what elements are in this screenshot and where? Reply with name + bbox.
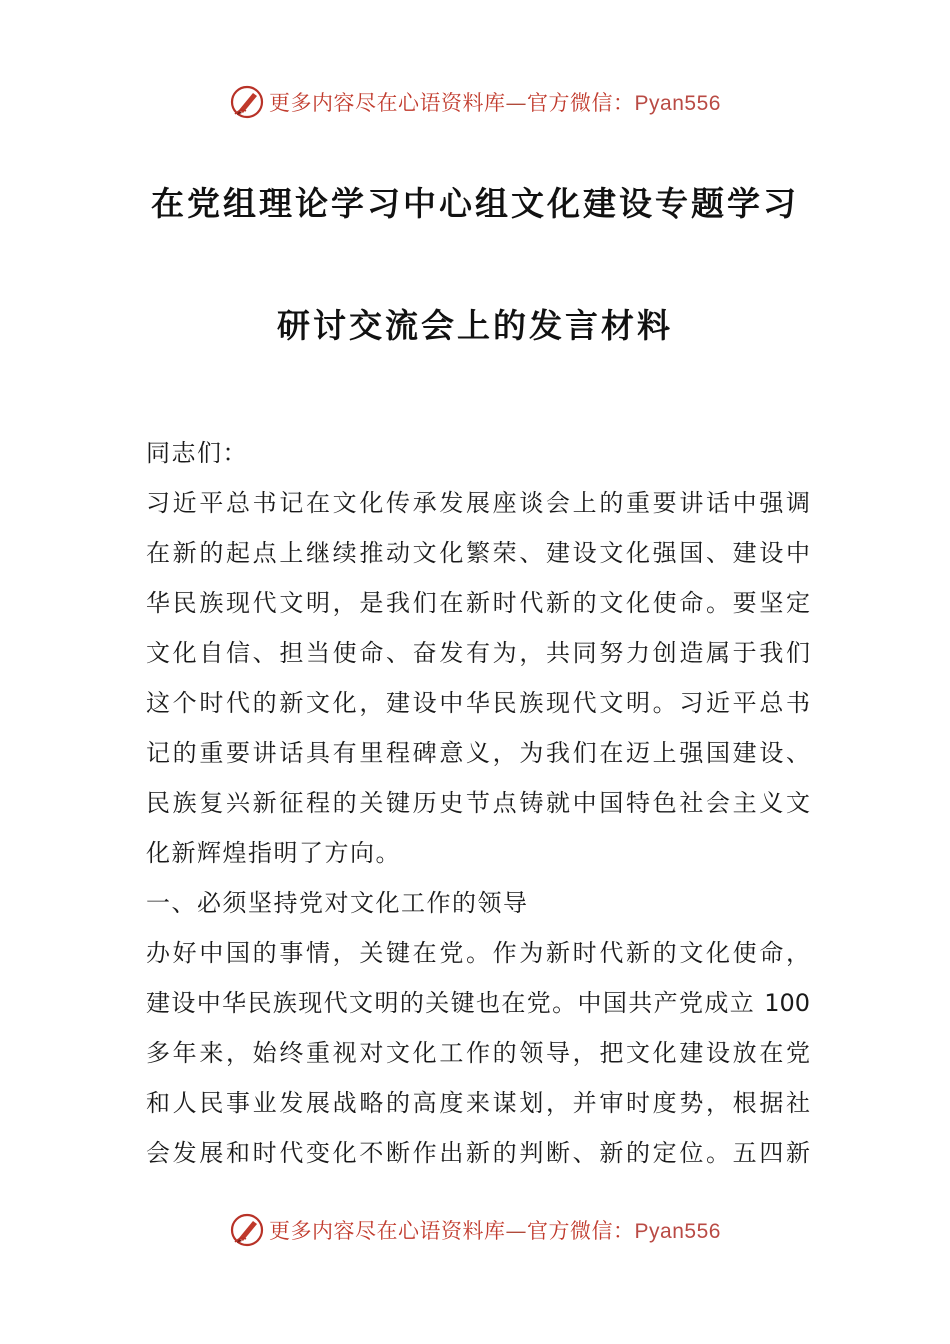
- paragraph-line: 会发展和时代变化不断作出新的判断、新的定位。五四新: [146, 1139, 810, 1167]
- paragraph-line: 习近平总书记在文化传承发展座谈会上的重要讲话中强调: [146, 489, 810, 517]
- paragraph-line: 文化自信、担当使命、奋发有为，共同努力创造属于我们: [146, 639, 810, 667]
- document-title-line-2: 研讨交流会上的发言材料: [277, 306, 673, 345]
- paragraph-line: 记的重要讲话具有里程碑意义，为我们在迈上强国建设、: [146, 739, 810, 767]
- section-heading: 一、必须坚持党对文化工作的领导: [146, 889, 529, 917]
- paragraph-line: 和人民事业发展战略的高度来谋划，并审时度势，根据社: [146, 1089, 810, 1117]
- paragraph-line: 民族复兴新征程的关键历史节点铸就中国特色社会主义文: [146, 789, 810, 817]
- paragraph-line: 化新辉煌指明了方向。: [146, 839, 401, 867]
- paragraph-line: 多年来，始终重视对文化工作的领导，把文化建设放在党: [146, 1039, 810, 1067]
- paragraph-line: 这个时代的新文化，建设中华民族现代文明。习近平总书: [146, 689, 810, 717]
- paragraph-line: 建设中华民族现代文明的关键也在党。中国共产党成立 100: [146, 989, 810, 1017]
- header-watermark: [0, 82, 950, 122]
- document-body: [146, 428, 810, 1178]
- pen-logo-icon: [229, 1212, 265, 1248]
- watermark-text: 更多内容尽在心语资料库—官方微信：Pyan556: [269, 1219, 721, 1243]
- paragraph-line: 华民族现代文明，是我们在新时代新的文化使命。要坚定: [146, 589, 810, 617]
- paragraph-line: 办好中国的事情，关键在党。作为新时代新的文化使命，: [146, 939, 810, 967]
- document-title-line-1: 在党组理论学习中心组文化建设专题学习: [151, 184, 799, 223]
- watermark-text: 更多内容尽在心语资料库—官方微信：Pyan556: [269, 91, 721, 115]
- salutation: 同志们：: [146, 439, 248, 467]
- paragraph-line: 在新的起点上继续推动文化繁荣、建设文化强国、建设中: [146, 539, 810, 567]
- pen-logo-icon: [229, 84, 265, 120]
- footer-watermark: [0, 1210, 950, 1250]
